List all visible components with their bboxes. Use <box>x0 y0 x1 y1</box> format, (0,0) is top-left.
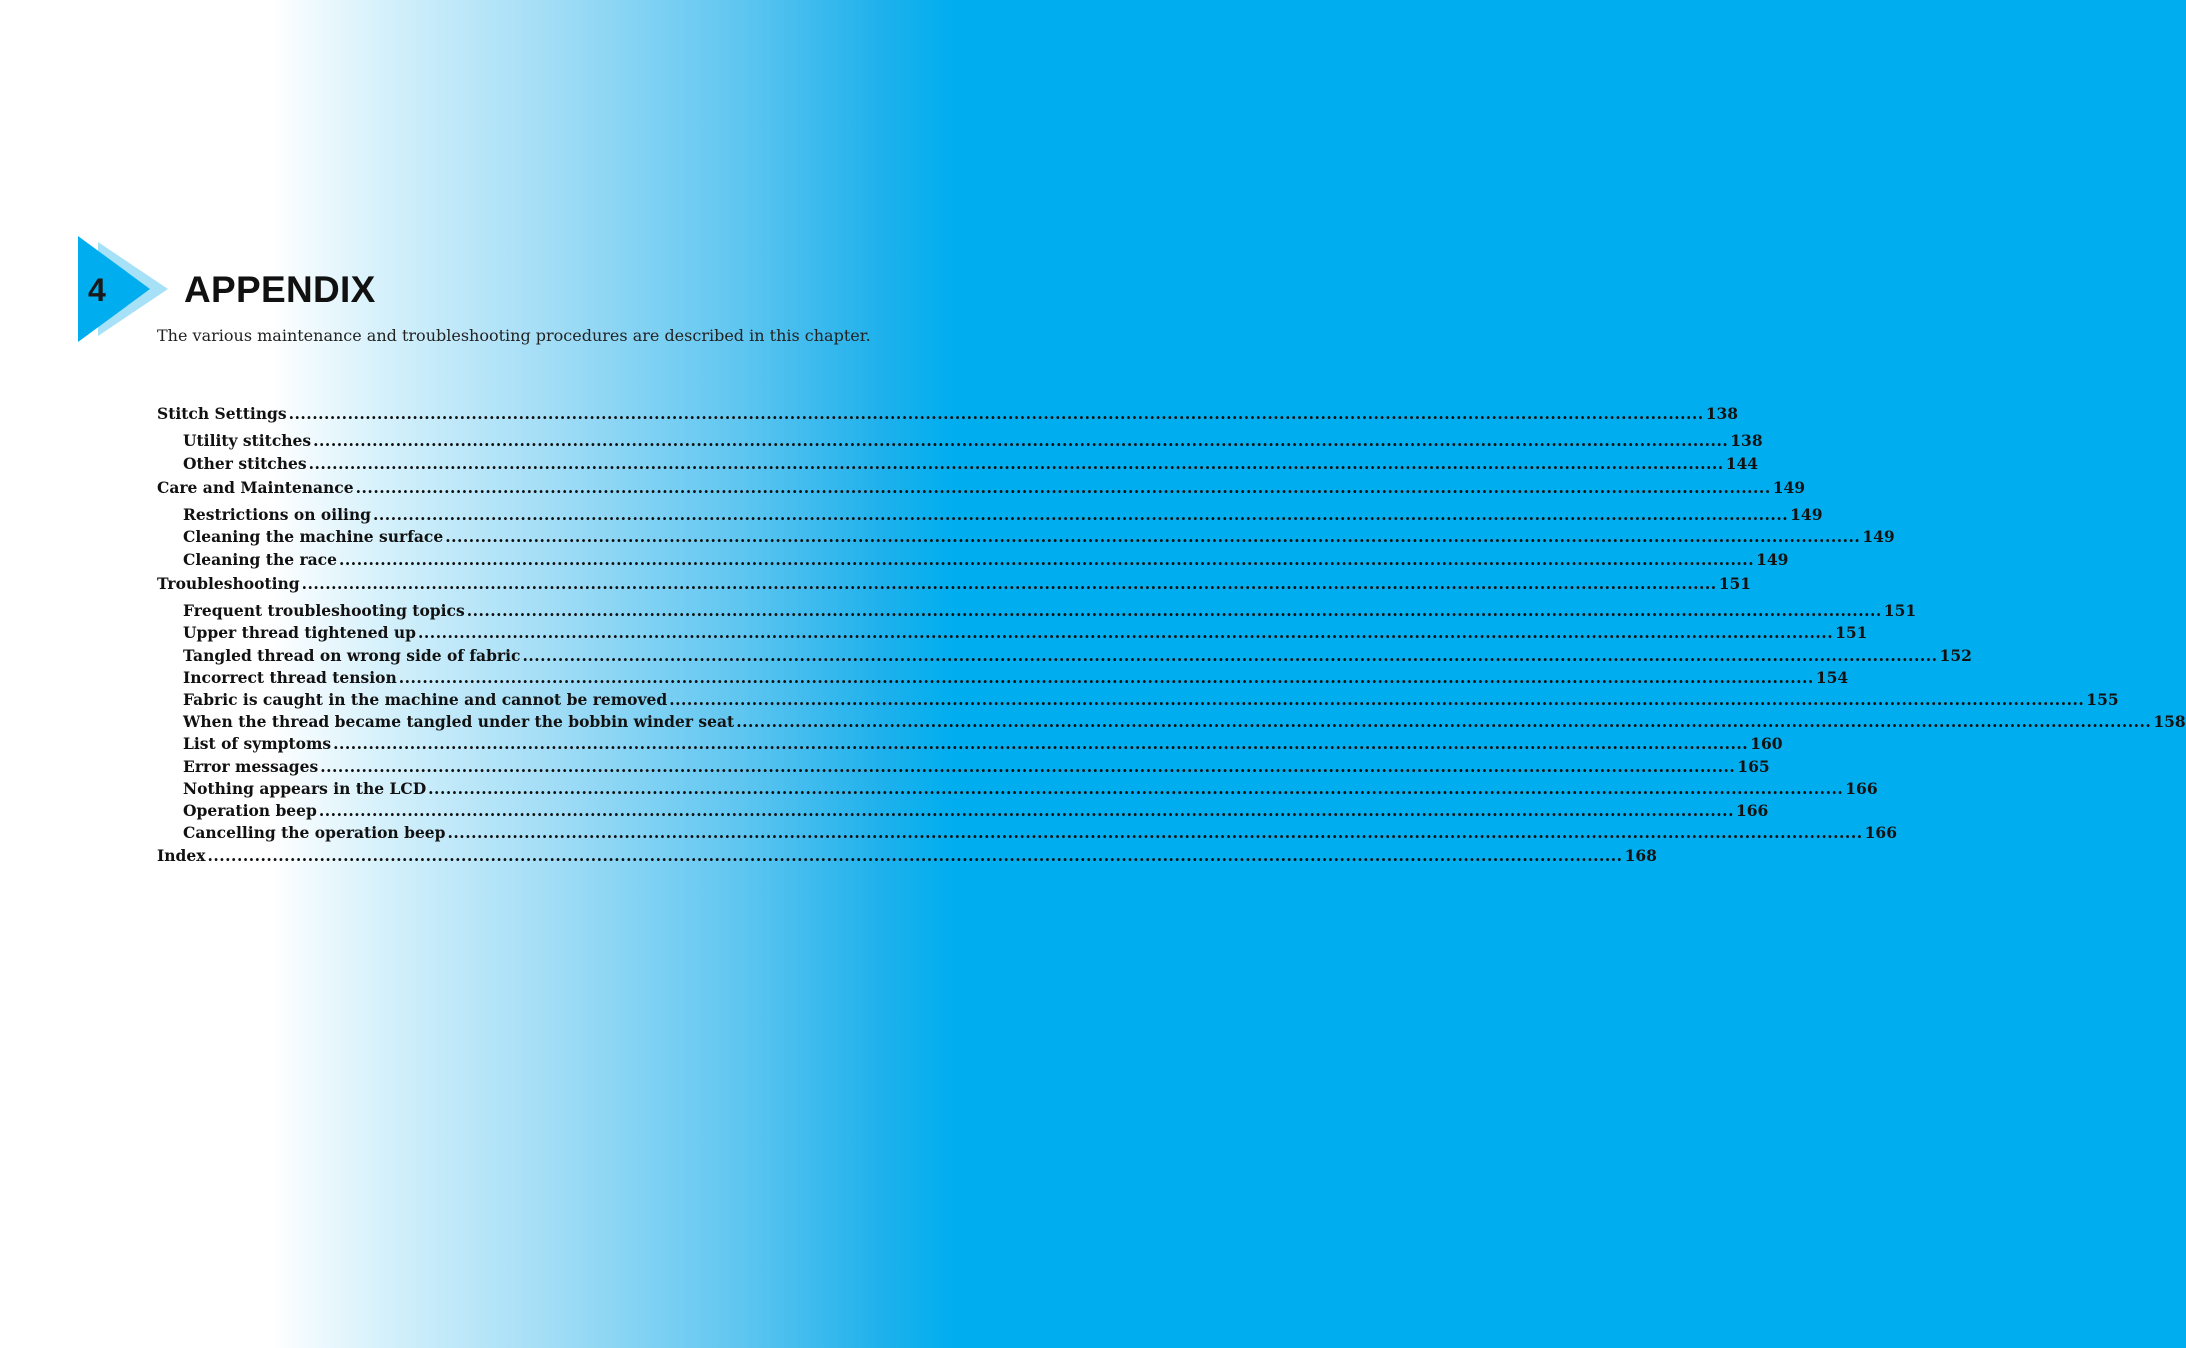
toc-entry-label: Cleaning the machine surface <box>183 527 444 546</box>
toc-dot-leader: ................................................................................................................................................................................................................................................ <box>736 712 2152 731</box>
toc-entry-page: 149 <box>1772 478 1806 497</box>
toc-entry-label: Troubleshooting <box>157 574 300 593</box>
toc-entry[interactable] <box>157 403 1739 425</box>
toc-dot-leader: ................................................................................................................................................................................................................................................ <box>355 478 1771 497</box>
toc-dot-leader: ................................................................................................................................................................................................................................................ <box>428 779 1844 798</box>
toc-entry-label: Utility stitches <box>183 431 312 450</box>
toc-dot-leader: ................................................................................................................................................................................................................................................ <box>373 505 1789 524</box>
toc-entry-page: 166 <box>1864 823 1897 842</box>
toc-dot-leader: ................................................................................................................................................................................................................................................ <box>333 734 1749 753</box>
toc-entry[interactable] <box>183 504 1823 526</box>
toc-dot-leader: ................................................................................................................................................................................................................................................ <box>669 690 2085 709</box>
chapter-number: 4 <box>88 272 106 308</box>
toc-entry-page: 158 <box>2153 712 2186 731</box>
toc-entry[interactable] <box>183 549 1789 571</box>
toc-entry[interactable] <box>183 689 2119 711</box>
toc-entry[interactable] <box>183 667 1849 689</box>
toc-entry-page: 166 <box>1845 779 1878 798</box>
toc-entry-label: Stitch Settings <box>157 404 287 423</box>
toc-entry[interactable] <box>183 733 1783 755</box>
toc-entry-label: Upper thread tightened up <box>183 623 416 642</box>
toc-entry[interactable] <box>183 778 1878 800</box>
toc-entry[interactable] <box>183 800 1769 822</box>
toc-entry-label: Tangled thread on wrong side of fabric <box>183 646 521 665</box>
toc-dot-leader: ................................................................................................................................................................................................................................................ <box>207 846 1623 865</box>
toc-dot-leader: ................................................................................................................................................................................................................................................ <box>466 601 1882 620</box>
toc-entry-page: 151 <box>1718 574 1752 593</box>
toc-dot-leader: ................................................................................................................................................................................................................................................ <box>288 404 1704 423</box>
toc-entry[interactable] <box>183 622 1868 644</box>
toc-entry[interactable] <box>157 573 1752 595</box>
toc-entry-label: Error messages <box>183 757 319 776</box>
toc-dot-leader: ................................................................................................................................................................................................................................................ <box>447 823 1863 842</box>
toc-dot-leader: ................................................................................................................................................................................................................................................ <box>318 801 1734 820</box>
toc-entry-label: When the thread became tangled under the bobbin winder seat <box>183 712 735 731</box>
toc-dot-leader: ................................................................................................................................................................................................................................................ <box>398 668 1814 687</box>
toc-entry[interactable] <box>183 711 2186 733</box>
toc-entry-label: Restrictions on oiling <box>183 505 372 524</box>
toc-dot-leader: ................................................................................................................................................................................................................................................ <box>445 527 1861 546</box>
toc-entry-page: 165 <box>1737 757 1770 776</box>
toc-entry-label: Other stitches <box>183 454 307 473</box>
toc-entry[interactable] <box>157 477 1806 499</box>
toc-entry-page: 166 <box>1735 801 1769 820</box>
toc-entry[interactable] <box>183 430 1763 452</box>
toc-dot-leader: ................................................................................................................................................................................................................................................ <box>339 550 1755 569</box>
toc-entry-page: 149 <box>1862 527 1895 546</box>
toc-entry-page: 154 <box>1815 668 1849 687</box>
toc-entry-label: Index <box>157 846 206 865</box>
toc-entry[interactable] <box>183 645 1972 667</box>
toc-entry-label: List of symptoms <box>183 734 332 753</box>
toc-entry-page: 155 <box>2086 690 2119 709</box>
toc-entry[interactable] <box>183 526 1895 548</box>
toc-entry-page: 152 <box>1939 646 1972 665</box>
toc-entry[interactable] <box>183 822 1897 844</box>
toc-entry-label: Cleaning the race <box>183 550 337 569</box>
toc-entry-label: Cancelling the operation beep <box>183 823 446 842</box>
toc-entry-page: 149 <box>1756 550 1789 569</box>
toc-dot-leader: ................................................................................................................................................................................................................................................ <box>418 623 1834 642</box>
toc-entry[interactable] <box>183 600 1917 622</box>
toc-dot-leader: ................................................................................................................................................................................................................................................ <box>522 646 1938 665</box>
toc-entry-page: 168 <box>1624 846 1657 865</box>
toc-entry-page: 160 <box>1750 734 1783 753</box>
toc-entry[interactable] <box>183 756 1770 778</box>
toc-entry-label: Care and Maintenance <box>157 478 354 497</box>
toc-entry-page: 144 <box>1725 454 1759 473</box>
toc-entry-label: Incorrect thread tension <box>183 668 397 687</box>
toc-entry-label: Frequent troubleshooting topics <box>183 601 465 620</box>
toc-entry[interactable] <box>183 453 1759 475</box>
toc-entry-page: 138 <box>1730 431 1763 450</box>
toc-dot-leader: ................................................................................................................................................................................................................................................ <box>313 431 1729 450</box>
toc-entry-label: Operation beep <box>183 801 317 820</box>
toc-dot-leader: ................................................................................................................................................................................................................................................ <box>308 454 1724 473</box>
toc-entry-page: 151 <box>1883 601 1917 620</box>
toc-entry-label: Nothing appears in the LCD <box>183 779 427 798</box>
toc-entry-label: Fabric is caught in the machine and cannot be removed <box>183 690 668 709</box>
toc-dot-leader: ................................................................................................................................................................................................................................................ <box>320 757 1736 776</box>
toc-entry-page: 138 <box>1705 404 1739 423</box>
chapter-title: APPENDIX <box>184 269 376 310</box>
toc-entry[interactable] <box>157 845 1657 867</box>
chapter-intro: The various maintenance and troubleshooting procedures are described in this chapter. <box>157 326 871 345</box>
toc-entry-page: 151 <box>1835 623 1868 642</box>
toc-entry-page: 149 <box>1790 505 1823 524</box>
toc-dot-leader: ................................................................................................................................................................................................................................................ <box>301 574 1717 593</box>
